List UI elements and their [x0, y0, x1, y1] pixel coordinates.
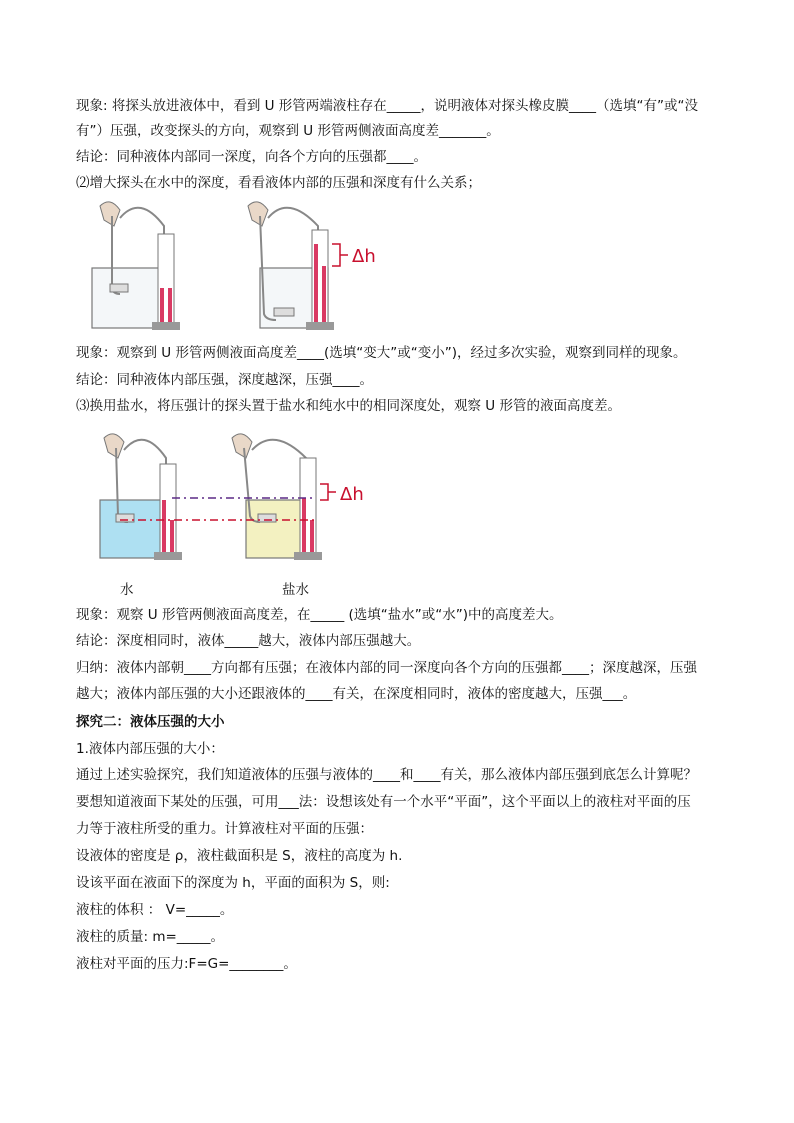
- text-line-18: 设该平面在液面下的深度为 h，平面的面积为 S，则:: [76, 875, 390, 891]
- text-line-11: 越大；液体内部压强的大小还跟液体的____有关，在深度相同时，液体的密度越大，压强___。: [76, 686, 637, 702]
- text-line-6: 结论：同种液体内部压强，深度越深，压强____。: [76, 372, 373, 388]
- text-line-3: 结论：同种液体内部同一深度，向各个方向的压强都____。: [76, 149, 427, 165]
- apparatus-deep: [248, 202, 348, 330]
- text-line-16: 力等于液柱所受的重力。计算液柱对平面的压强：: [76, 821, 373, 837]
- text-line-13: 1.液体内部压强的大小：: [76, 741, 224, 757]
- text-line-14: 通过上述实验探究，我们知道液体的压强与液体的____和____有关，那么液体内部压强到底怎么计算呢？: [76, 767, 697, 783]
- apparatus-salt-water: [232, 434, 322, 560]
- text-line-8: 现象：观察 U 形管两侧液面高度差，在_____ (选填“盐水”或“水”)中的高度差大。: [76, 607, 563, 623]
- text-line-4: ⑵增大探头在水中的深度，看看液体内部的压强和深度有什么关系；: [76, 175, 481, 191]
- text-line-7: ⑶换用盐水，将压强计的探头置于盐水和纯水中的相同深度处，观察 U 形管的液面高度差。: [76, 398, 621, 414]
- text-line-5: 现象：观察到 U 形管两侧液面高度差____(选填“变大”或“变小”)，经过多次实验，观察到同样的现象。: [76, 345, 687, 361]
- caption-salt-water: 盐水: [282, 582, 309, 598]
- apparatus-water: [100, 434, 182, 560]
- text-line-17: 设液体的密度是 ρ，液柱截面积是 S，液柱的高度为 h.: [76, 848, 403, 864]
- delta-h-label: Δh: [352, 246, 376, 267]
- text-line-10: 归纳：液体内部朝____方向都有压强；在液体内部的同一深度向各个方向的压强都____；深度越深，压强: [76, 660, 697, 676]
- text-line-21: 液柱对平面的压力:F=G=________。: [76, 956, 297, 972]
- figure-depth-experiment: [70, 196, 390, 336]
- text-line-1: 现象: 将探头放进液体中，看到 U 形管两端液柱存在_____，说明液体对探头橡皮膜____（选填“有”或“没: [76, 98, 699, 114]
- text-line-2: 有”）压强，改变探头的方向，观察到 U 形管两侧液面高度差_______。: [76, 123, 500, 139]
- section-heading: 探究二：液体压强的大小: [76, 714, 225, 730]
- text-line-19: 液柱的体积 ： V=_____。: [76, 902, 234, 918]
- delta-h-label-2: Δh: [340, 484, 364, 505]
- text-line-15: 要想知道液面下某处的压强，可用___法：设想该处有一个水平“平面”，这个平面以上的液柱对平面的压: [76, 794, 691, 810]
- text-line-20: 液柱的质量: m=_____。: [76, 929, 225, 945]
- caption-water: 水: [120, 582, 134, 598]
- figure-density-experiment: [80, 428, 400, 568]
- text-line-9: 结论：深度相同时，液体_____越大，液体内部压强越大。: [76, 633, 421, 649]
- apparatus-shallow: [92, 202, 180, 330]
